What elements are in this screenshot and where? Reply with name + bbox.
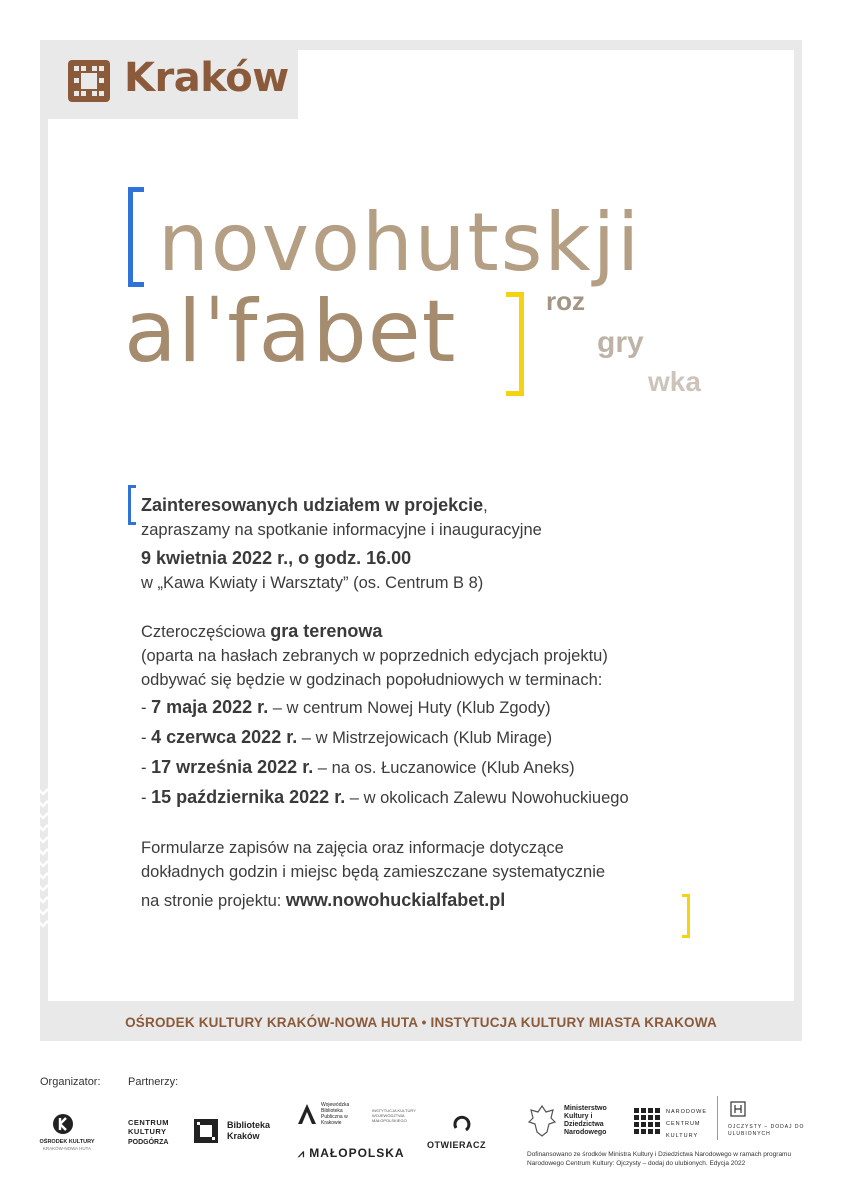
forms-line-1: Formularze zapisów na zajęcia oraz informacje dotyczące: [141, 839, 564, 857]
game-line-1: Czteroczęściowa gra terenowa: [141, 621, 383, 641]
organizer-label: Organizator:: [40, 1076, 101, 1088]
biblioteka-name: Biblioteka Kraków: [227, 1120, 271, 1141]
game-line-2: (oparta na hasłach zebranych w poprzednich edycjach projektu): [141, 647, 608, 665]
game-date-item: - 4 czerwca 2022 r. – w Mistrzejowicach (Klub Mirage): [141, 727, 553, 747]
otwieracz-name: OTWIERACZ: [427, 1140, 486, 1150]
title-word-roz: roz: [546, 286, 585, 316]
title-open-bracket: [128, 187, 144, 287]
chevron-decoration-icon: [36, 783, 50, 931]
title-word-wka: wka: [648, 366, 701, 397]
okkn-logo-icon: [52, 1113, 74, 1135]
okkn-sub: KRAKÓW-NOWA HUTA: [42, 1146, 92, 1151]
instytucja-kultury: INSTYTUCJA KULTURY WOJEWÓDZTWA MAŁOPOLSKIEGO: [372, 1108, 416, 1123]
intro-line-1: Zainteresowanych udziałem w projekcie,: [141, 495, 488, 515]
title-word-gry: gry: [597, 326, 644, 359]
game-date-item: - 7 maja 2022 r. – w centrum Nowej Huty (Klub Zgody): [141, 697, 551, 717]
city-logo-text: Kraków: [124, 55, 289, 101]
malopolska-logo: ⩘ MAŁOPOLSKA: [298, 1146, 405, 1160]
body-open-bracket: [128, 485, 136, 525]
centrum-kultury-logo: CENTRUM KULTURY: [128, 1118, 169, 1136]
institution-footer: OŚRODEK KULTURY KRAKÓW-NOWA HUTA • INSTYTUCJA KULTURY MIASTA KRAKOWA: [125, 1015, 717, 1030]
project-url-link[interactable]: www.nowohuckialfabet.pl: [285, 890, 506, 910]
game-date-item: - 15 października 2022 r. – w okolicach Zalewu Nowohuckiuego: [141, 787, 629, 807]
title-line-2: alˈfabet: [124, 282, 457, 382]
forms-line-2: dokładnych godzin i miejsc będą zamieszczane systematycznie: [141, 863, 606, 881]
centrum-kultury-sub: PODGÓRZA: [128, 1139, 169, 1146]
title-line-1: novohutskji: [158, 196, 642, 289]
game-date-item: - 17 września 2022 r. – na os. Łuczanowice (Klub Aneks): [141, 757, 575, 777]
okkn-name: OŚRODEK KULTURY: [39, 1139, 95, 1145]
intro-line-2: zapraszamy na spotkanie informacyjne i inauguracyjne: [141, 521, 542, 539]
funding-note: Dofinansowano ze środków Ministra Kultury i Dziedzictwa Narodowego w ramach programu Narodowego Centrum Kultury: Ojczysty – dodaj do ulubionych. Edycja 2022: [527, 1151, 792, 1167]
intro-place: w „Kawa Kwiaty i Warsztaty” (os. Centrum B 8): [141, 574, 484, 592]
body-close-bracket: [682, 894, 690, 938]
krakow-logo-icon: [68, 60, 110, 102]
ojczysty-logo-icon: [730, 1101, 746, 1117]
ministerstwo-name: Ministerstwo Kultury i Dziedzictwa Narodowego: [564, 1105, 607, 1136]
nck-logo-icon: [634, 1108, 660, 1134]
ojczysty-name: OJCZYSTY – DODAJ DO ULUBIONYCH: [728, 1124, 805, 1137]
nck-name: NARODOWE CENTRUM KULTURY: [666, 1109, 707, 1139]
sponsor-divider: [717, 1096, 718, 1140]
eagle-emblem-icon: [527, 1104, 557, 1138]
title-close-bracket: [506, 292, 524, 396]
wojewodzka-biblioteka: Wojewódzka Biblioteka Publiczna w Krakowie: [321, 1102, 350, 1126]
biblioteka-logo-icon: [194, 1119, 218, 1143]
game-line-3: odbywać się będzie w godzinach popołudniowych w terminach:: [141, 671, 603, 689]
intro-date-time: 9 kwietnia 2022 r., o godz. 16.00: [141, 548, 412, 568]
intro-bold-lead: Zainteresowanych udziałem w projekcie: [141, 495, 484, 515]
announcement-body: [141, 493, 721, 913]
book-logo-icon: [296, 1100, 318, 1126]
partners-label: Partnerzy:: [128, 1076, 179, 1088]
otwieracz-logo-icon: [452, 1114, 472, 1134]
forms-line-3: na stronie projektu: www.nowohuckialfabet.pl: [141, 890, 506, 910]
